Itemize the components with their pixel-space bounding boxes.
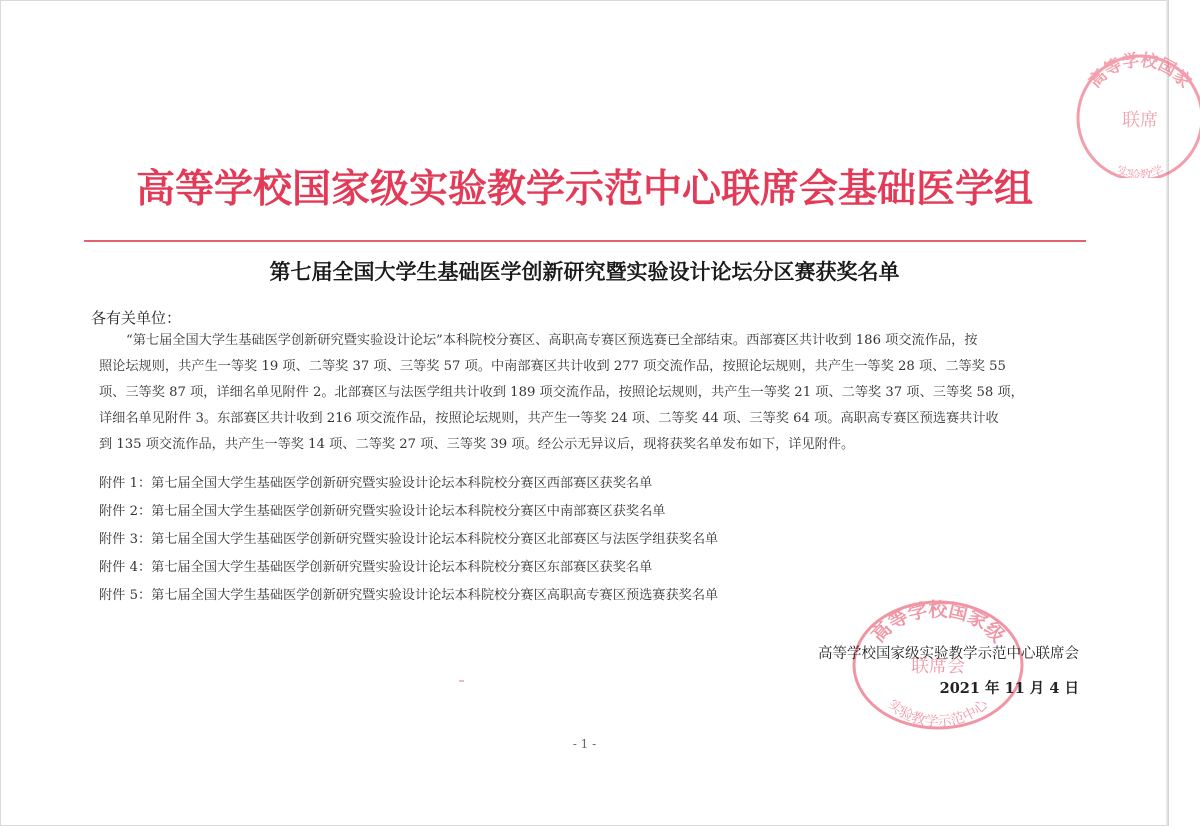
ink-speck xyxy=(459,680,464,682)
attachment-item: 附件 1：第七届全国大学生基础医学创新研究暨实验设计论坛本科院校分赛区西部赛区获奖名单 xyxy=(99,476,653,491)
organization-header-title: 高等学校国家级实验教学示范中心联席会基础医学组 xyxy=(135,167,1033,212)
body-line: “第七届全国大学生基础医学创新研究暨实验设计论坛”本科院校分赛区、高职高专赛区预选赛已全部结束。西部赛区共计收到 186 项交流作品，按 xyxy=(126,333,978,348)
body-line: 项、三等奖 87 项，详细名单见附件 2。北部赛区与法医学组共计收到 189 项交流作品，按照论坛规则，共产生一等奖 21 项、二等奖 37 项、三等奖 58 项， xyxy=(99,385,1024,400)
body-paragraph xyxy=(99,328,1074,458)
svg-text:高等学校国家级: 高等学校国家级 xyxy=(867,599,1009,647)
document-title: 第七届全国大学生基础医学创新研究暨实验设计论坛分区赛获奖名单 xyxy=(269,260,900,284)
page-number: - 1 - xyxy=(572,737,597,751)
signature-organization: 高等学校国家级实验教学示范中心联席会 xyxy=(818,646,1079,662)
attachment-item: 附件 4：第七届全国大学生基础医学创新研究暨实验设计论坛本科院校分赛区东部赛区获奖名单 xyxy=(99,560,653,575)
attachment-item: 附件 3：第七届全国大学生基础医学创新研究暨实验设计论坛本科院校分赛区北部赛区与法医学组获奖名单 xyxy=(99,532,719,547)
header-divider xyxy=(84,240,1086,242)
body-line: 到 135 项交流作品，共产生一等奖 14 项、二等奖 27 项、三等奖 39 项。经公示无异议后，现将获奖名单发布如下，详见附件。 xyxy=(99,437,855,452)
svg-text:实验教学: 实验教学 xyxy=(1113,163,1167,178)
svg-text:高等学校国家: 高等学校国家 xyxy=(1085,50,1195,93)
svg-text:联席会: 联席会 xyxy=(911,656,965,677)
body-line: 照论坛规则，共产生一等奖 19 项、二等奖 37 项、三等奖 57 项。中南部赛区共计收到 277 项交流作品，按照论坛规则，共产生一等奖 28 项、二等奖 55 xyxy=(99,359,1006,374)
signature-date: 2021 年 11 月 4 日 xyxy=(939,680,1079,697)
attachment-item: 附件 2：第七届全国大学生基础医学创新研究暨实验设计论坛本科院校分赛区中南部赛区获奖名单 xyxy=(99,504,666,519)
attachment-item: 附件 5：第七届全国大学生基础医学创新研究暨实验设计论坛本科院校分赛区高职高专赛区预选赛获奖名单 xyxy=(99,588,719,603)
official-seal-signature xyxy=(850,598,1025,733)
body-line: 详细名单见附件 3。东部赛区共计收到 216 项交流作品，按照论坛规则，共产生一等奖 24 项、二等奖 44 项、三等奖 64 项。高职高专赛区预选赛共计收 xyxy=(99,411,999,426)
svg-text:联席: 联席 xyxy=(1122,110,1158,131)
attachment-list xyxy=(99,470,999,610)
svg-text:实验教学示范中心: 实验教学示范中心 xyxy=(884,696,992,731)
salutation: 各有关单位： xyxy=(91,309,182,327)
